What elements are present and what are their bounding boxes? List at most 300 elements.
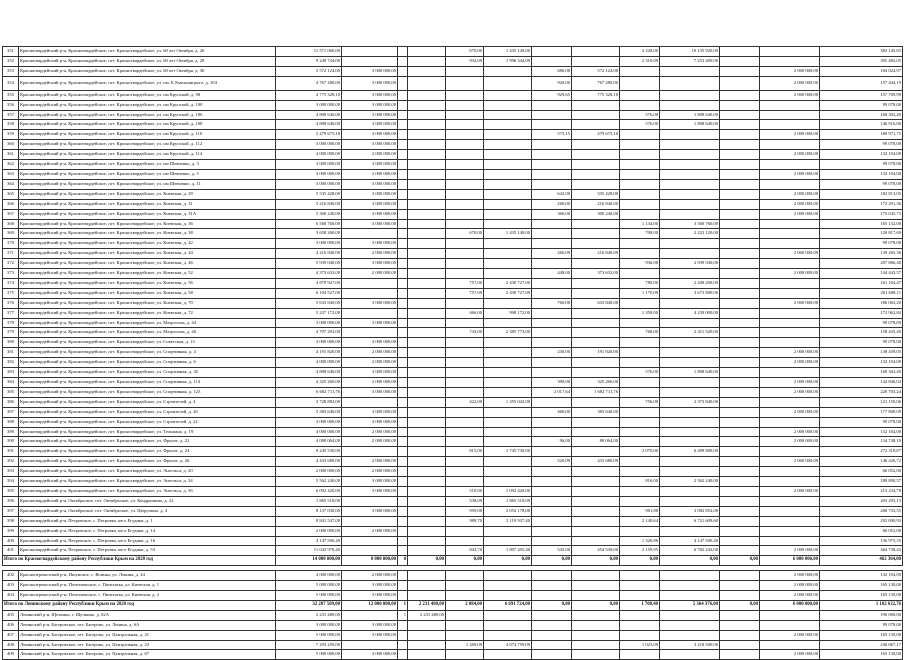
foundation-area-cell (620, 66, 660, 76)
utility-cost-cell (720, 189, 760, 199)
basement-area-cell (532, 229, 572, 239)
elevator-cost-cell (408, 120, 446, 130)
row-number-cell: 401 (3, 546, 19, 556)
elevator-cost-cell (408, 160, 446, 170)
facade-cost-cell: 4 074 759,00 (484, 640, 532, 650)
address-cell: Красногвардейский р-н, Красногвардейское, пгт. Красногвардейское, ул. Киевская, д. 44 (19, 249, 276, 259)
funding-table (2, 46, 903, 660)
networks-cost-cell: 2 000 000,00 (760, 378, 820, 388)
row-number-cell: 351 (3, 47, 19, 57)
facade-cost-cell (484, 249, 532, 259)
row-number-cell: 371 (3, 249, 19, 259)
basement-area-cell (532, 620, 572, 630)
table-row (3, 318, 903, 328)
foundation-cost-cell (660, 591, 720, 601)
row-number-cell: 366 (3, 199, 19, 209)
basement-cost-cell: 216 840,00 (572, 249, 620, 259)
roof-cost-cell: 2 000 000,00 (342, 269, 398, 279)
total-cost-cell: 4 775 328,10 (276, 90, 342, 100)
basement-cost-cell: 767 280,00 (572, 76, 620, 90)
control-cost-cell: 213 234,70 (820, 486, 903, 496)
table-row (3, 387, 903, 397)
row-number-cell: 376 (3, 298, 19, 308)
basement-cost-cell (572, 368, 620, 378)
utility-cost-cell (720, 308, 760, 318)
row-number-cell: 384 (3, 378, 19, 388)
row-number-cell: 390 (3, 437, 19, 447)
utility-cost-cell (720, 407, 760, 417)
basement-cost-cell: 300 240,00 (572, 209, 620, 219)
basement-area-cell (532, 169, 572, 179)
total-cost-cell: 8 841 547,00 (276, 516, 342, 526)
foundation-cost-cell (660, 90, 720, 100)
facade-area-cell (446, 620, 484, 630)
roof-cost-cell: 2 000 000,00 (342, 249, 398, 259)
elevator-cost-cell (408, 378, 446, 388)
foundation-cost-cell (660, 630, 720, 640)
facade-area-cell (446, 407, 484, 417)
address-cell: Красногвардейский р-н, Красногвардейское, пгт. Красногвардейское, ул. им Крупской, д. 106 (19, 110, 276, 120)
elevator-cost-cell (408, 288, 446, 298)
networks-cost-cell: 2 000 000,00 (760, 76, 820, 90)
networks-cost-cell: 2 000 000,00 (760, 269, 820, 279)
networks-cost-cell (760, 516, 820, 526)
elevator-cost-cell: 0,00 (408, 556, 446, 566)
networks-cost-cell: 2 000 000,00 (760, 486, 820, 496)
facade-area-cell (446, 650, 484, 660)
row-number-cell: 403 (3, 581, 19, 591)
address-cell: Красногвардейский р-н, Красногвардейское, пгт. Красногвардейское, ул. Киевская, д. 31 (19, 199, 276, 209)
address-cell: Красногвардейский р-н, Красногвардейское, пгт. Красногвардейское, ул. Киевская, д. 56 (19, 278, 276, 288)
foundation-area-cell (620, 486, 660, 496)
foundation-cost-cell (660, 150, 720, 160)
address-cell: Ленинский р-н, Багеровское, пгт. Багерово, ул. Центральная, д. 67 (19, 650, 276, 660)
table-row (3, 259, 903, 269)
basement-area-cell (532, 120, 572, 130)
facade-area-cell (446, 140, 484, 150)
utility-cost-cell (720, 427, 760, 437)
total-cost-cell: 4 000 000,00 (276, 571, 342, 581)
networks-cost-cell (760, 110, 820, 120)
control-cost-cell: 175 045,73 (820, 209, 903, 219)
total-cost-cell: 4 433 680,00 (276, 457, 342, 467)
basement-cost-cell (572, 486, 620, 496)
foundation-area-cell: 576,00 (620, 110, 660, 120)
foundation-cost-cell (660, 496, 720, 506)
roof-cost-cell: 2 000 000,00 (342, 150, 398, 160)
address-cell: Красногвардейский р-н, Красногвардейское, пгт. Красногвардейское, ул. Киевская, д. 36 (19, 219, 276, 229)
utility-cost-cell (720, 288, 760, 298)
basement-cost-cell (572, 140, 620, 150)
address-cell: Красногвардейский р-н, Красногвардейское, пгт. Красногвардейское, ул. Киевская, д. 52 (19, 269, 276, 279)
facade-area-cell (446, 571, 484, 581)
facade-area-cell (446, 199, 484, 209)
networks-cost-cell (760, 100, 820, 110)
address-cell: Красногвардейский р-н, Красногвардейское, пгт. Красногвардейское, ул. Киевская, д. 72 (19, 308, 276, 318)
row-number-cell: 385 (3, 387, 19, 397)
row-number-cell: 408 (3, 640, 19, 650)
foundation-area-cell: 1 350,00 (620, 308, 660, 318)
facade-cost-cell: 6 691 724,00 (484, 600, 532, 610)
total-cost-cell: 4 191 820,00 (276, 348, 342, 358)
foundation-area-cell (620, 630, 660, 640)
roof-cost-cell: 3 000 000,00 (342, 179, 398, 189)
control-cost-cell: 190 000,00 (820, 610, 903, 620)
roof-cost-cell (342, 447, 398, 457)
basement-area-cell: 230,00 (532, 348, 572, 358)
facade-area-cell (446, 269, 484, 279)
basement-area-cell (532, 630, 572, 640)
control-cost-cell: 305 482,05 (820, 56, 903, 66)
foundation-cost-cell: 2 373 840,00 (660, 397, 720, 407)
networks-cost-cell: 2 000 000,00 (760, 407, 820, 417)
total-cost-cell: 9 249 744,00 (276, 56, 342, 66)
total-cost-cell: 14 000 000,00 (276, 556, 342, 566)
facade-area-cell (446, 150, 484, 160)
elevator-cost-cell (408, 56, 446, 66)
roof-cost-cell (342, 288, 398, 298)
row-number-cell: 398 (3, 516, 19, 526)
facade-cost-cell: 0,00 (484, 556, 532, 566)
table-row (3, 47, 903, 57)
roof-cost-cell: 2 000 000,00 (342, 169, 398, 179)
elevator-count-cell (398, 189, 408, 199)
utility-cost-cell (720, 140, 760, 150)
roof-cost-cell: 3 000 000,00 (342, 100, 398, 110)
control-cost-cell: 144 443,57 (820, 269, 903, 279)
control-cost-cell: 120 817,69 (820, 229, 903, 239)
elevator-cost-cell (408, 199, 446, 209)
facade-cost-cell (484, 581, 532, 591)
address-cell: Красногвардейский р-н, Красногвардейское, пгт. Красногвардейское, ул. им Крупской, д. 110 (19, 130, 276, 140)
foundation-cost-cell (660, 437, 720, 447)
foundation-cost-cell (660, 571, 720, 581)
control-cost-cell: 462 364,00 (820, 556, 903, 566)
elevator-count-cell (398, 308, 408, 318)
basement-cost-cell (572, 229, 620, 239)
elevator-cost-cell (408, 417, 446, 427)
utility-cost-cell (720, 496, 760, 506)
foundation-cost-cell (660, 358, 720, 368)
facade-cost-cell (484, 76, 532, 90)
foundation-cost-cell (660, 620, 720, 630)
basement-area-cell: 448,00 (532, 269, 572, 279)
total-cost-cell: 8 245 530,00 (276, 447, 342, 457)
elevator-count-cell (398, 546, 408, 556)
facade-cost-cell: 998 172,00 (484, 308, 532, 318)
utility-cost-cell (720, 169, 760, 179)
facade-cost-cell (484, 467, 532, 477)
facade-area-cell: 989,70 (446, 516, 484, 526)
foundation-cost-cell: 6 782 243,00 (660, 546, 720, 556)
basement-cost-cell (572, 630, 620, 640)
basement-area-cell (532, 160, 572, 170)
facade-cost-cell (484, 239, 532, 249)
basement-cost-cell: 216 840,00 (572, 199, 620, 209)
facade-cost-cell: 1 092 420,00 (484, 486, 532, 496)
foundation-cost-cell (660, 526, 720, 536)
elevator-count-cell (398, 90, 408, 100)
row-number-cell: 387 (3, 407, 19, 417)
basement-area-cell (532, 278, 572, 288)
control-cost-cell: 268 733,55 (820, 506, 903, 516)
foundation-area-cell: 816,00 (620, 477, 660, 487)
table-row (3, 76, 903, 90)
facade-cost-cell (484, 457, 532, 467)
table-row (3, 348, 903, 358)
foundation-cost-cell (660, 169, 720, 179)
facade-area-cell: 466,00 (446, 308, 484, 318)
utility-cost-cell (720, 536, 760, 546)
networks-cost-cell: 2 000 000,00 (760, 546, 820, 556)
table-row (3, 417, 903, 427)
basement-area-cell (532, 318, 572, 328)
networks-cost-cell: 2 000 000,00 (760, 358, 820, 368)
total-cost-cell: 5 237 172,00 (276, 308, 342, 318)
networks-cost-cell (760, 47, 820, 57)
facade-area-cell (446, 368, 484, 378)
networks-cost-cell (760, 338, 820, 348)
elevator-count-cell (398, 526, 408, 536)
basement-cost-cell: 775 328,10 (572, 90, 620, 100)
foundation-cost-cell: 3 082 852,00 (660, 506, 720, 516)
elevator-count-cell (398, 338, 408, 348)
foundation-area-cell (620, 179, 660, 189)
table-row (3, 120, 903, 130)
foundation-area-cell (620, 76, 660, 90)
foundation-cost-cell: 2 223 120,00 (660, 229, 720, 239)
elevator-count-cell: 1 (398, 610, 408, 620)
basement-cost-cell (572, 358, 620, 368)
elevator-count-cell (398, 318, 408, 328)
address-cell: Ленинский р-н, Багеровское, пгт. Багерово, ул. Центральная, д. 21 (19, 630, 276, 640)
foundation-cost-cell (660, 239, 720, 249)
row-number-cell: 393 (3, 467, 19, 477)
row-number-cell: 369 (3, 229, 19, 239)
elevator-cost-cell (408, 620, 446, 630)
elevator-cost-cell (408, 278, 446, 288)
facade-cost-cell (484, 427, 532, 437)
utility-cost-cell (720, 199, 760, 209)
control-cost-cell: 136 975,35 (820, 536, 903, 546)
basement-area-cell (532, 110, 572, 120)
networks-cost-cell: 6 000 000,00 (760, 600, 820, 610)
roof-cost-cell: 3 000 000,00 (342, 66, 398, 76)
foundation-cost-cell (660, 427, 720, 437)
basement-area-cell (532, 239, 572, 249)
networks-cost-cell: 2 000 000,00 (760, 189, 820, 199)
total-row (3, 556, 903, 566)
facade-area-cell (446, 169, 484, 179)
basement-area-cell (532, 368, 572, 378)
total-cost-cell: 4 000 000,00 (276, 169, 342, 179)
roof-cost-cell: 3 000 000,00 (342, 259, 398, 269)
roof-cost-cell: 8 000 000,00 (342, 556, 398, 566)
elevator-count-cell (398, 397, 408, 407)
elevator-count-cell (398, 76, 408, 90)
control-cost-cell: 132 104,00 (820, 427, 903, 437)
foundation-area-cell: 780,00 (620, 278, 660, 288)
facade-area-cell: 843,70 (446, 546, 484, 556)
networks-cost-cell: 2 000 000,00 (760, 630, 820, 640)
control-cost-cell: 182 813,05 (820, 189, 903, 199)
control-cost-cell: 272 318,87 (820, 447, 903, 457)
basement-cost-cell (572, 239, 620, 249)
basement-cost-cell: 1 682 711,76 (572, 387, 620, 397)
control-cost-cell: 142 846,04 (820, 378, 903, 388)
foundation-area-cell (620, 318, 660, 328)
basement-cost-cell (572, 397, 620, 407)
facade-area-cell (446, 219, 484, 229)
elevator-cost-cell (408, 150, 446, 160)
table-row (3, 229, 903, 239)
row-number-cell: 379 (3, 328, 19, 338)
control-cost-cell: 165 130,00 (820, 630, 903, 640)
control-cost-cell: 66 052,00 (820, 467, 903, 477)
table-row (3, 516, 903, 526)
basement-area-cell (532, 650, 572, 660)
total-cost-cell: 6 092 420,00 (276, 486, 342, 496)
table-row (3, 100, 903, 110)
foundation-cost-cell: 3 218 500,00 (660, 640, 720, 650)
basement-cost-cell (572, 219, 620, 229)
elevator-count-cell (398, 571, 408, 581)
control-cost-cell: 220 703,24 (820, 387, 903, 397)
foundation-area-cell (620, 150, 660, 160)
elevator-count-cell (398, 417, 408, 427)
facade-cost-cell (484, 348, 532, 358)
facade-cost-cell (484, 630, 532, 640)
basement-cost-cell (572, 56, 620, 66)
roof-cost-cell: 2 000 000,00 (342, 378, 398, 388)
facade-cost-cell (484, 437, 532, 447)
foundation-area-cell (620, 160, 660, 170)
elevator-cost-cell (408, 581, 446, 591)
utility-cost-cell (720, 467, 760, 477)
roof-cost-cell: 12 000 000,00 (342, 600, 398, 610)
foundation-cost-cell (660, 76, 720, 90)
networks-cost-cell (760, 640, 820, 650)
networks-cost-cell: 2 000 000,00 (760, 581, 820, 591)
facade-cost-cell: 2 385 773,00 (484, 328, 532, 338)
foundation-area-cell (620, 189, 660, 199)
row-number-cell: 397 (3, 506, 19, 516)
facade-cost-cell (484, 189, 532, 199)
row-number-cell: 383 (3, 368, 19, 378)
total-cost-cell: 2 000 000,00 (276, 467, 342, 477)
facade-cost-cell (484, 358, 532, 368)
facade-cost-cell (484, 130, 532, 140)
row-number-cell: 405 (3, 610, 19, 620)
address-cell: Красногвардейский р-н, Красногвардейское, пгт. Красногвардейское, ул. им Крупской, д. 98 (19, 90, 276, 100)
facade-cost-cell: 2 119 937,40 (484, 516, 532, 526)
total-cost-cell: 4 000 000,00 (276, 358, 342, 368)
roof-cost-cell: 3 000 000,00 (342, 407, 398, 417)
facade-area-cell (446, 318, 484, 328)
roof-cost-cell: 3 000 000,00 (342, 120, 398, 130)
foundation-area-cell: 1 134,00 (620, 219, 660, 229)
basement-cost-cell (572, 259, 620, 269)
facade-cost-cell: 1 435 140,00 (484, 47, 532, 57)
address-cell: Красногвардейский р-н, Красногвардейское, пгт. Красногвардейское, ул. им Шевченко, д. 5 (19, 169, 276, 179)
roof-cost-cell: 2 000 000,00 (342, 358, 398, 368)
address-cell: Красногвардейский р-н, Петровское, с. Петровка, кв-л Егудина, д. 16 (19, 536, 276, 546)
facade-area-cell (446, 387, 484, 397)
utility-cost-cell (720, 249, 760, 259)
total-cost-cell: 3 000 000,00 (276, 620, 342, 630)
facade-area-cell: 2 084,00 (446, 600, 484, 610)
elevator-count-cell (398, 536, 408, 546)
control-cost-cell: 168 302,40 (820, 110, 903, 120)
elevator-count-cell (398, 630, 408, 640)
foundation-cost-cell (660, 130, 720, 140)
elevator-cost-cell (408, 209, 446, 219)
elevator-count-cell (398, 179, 408, 189)
elevator-count-cell (398, 169, 408, 179)
utility-cost-cell (720, 650, 760, 660)
facade-area-cell (446, 179, 484, 189)
control-cost-cell: 180 971,75 (820, 130, 903, 140)
facade-area-cell (446, 66, 484, 76)
control-cost-cell: 99 078,00 (820, 160, 903, 170)
foundation-area-cell (620, 298, 660, 308)
facade-cost-cell (484, 219, 532, 229)
basement-area-cell: 0,00 (532, 600, 572, 610)
control-cost-cell: 139 265,36 (820, 249, 903, 259)
total-label: Итого по Ленинскому району Республики Крым на 2020 год (3, 600, 276, 610)
elevator-cost-cell (408, 308, 446, 318)
facade-area-cell: 510,00 (446, 486, 484, 496)
row-number-cell: 365 (3, 189, 19, 199)
basement-area-cell: 260,00 (532, 249, 572, 259)
total-cost-cell: 5 000 000,00 (276, 591, 342, 601)
row-number-cell: 375 (3, 288, 19, 298)
elevator-cost-cell (408, 516, 446, 526)
address-cell: Красногвардейский р-н, Красногвардейское, пгт. Красногвардейское, ул. Строителей, д. 22 (19, 417, 276, 427)
address-cell: Красногвардейский р-н, Красногвардейское, пгт. Красногвардейское, ул. Энгельса, д. 36 (19, 486, 276, 496)
basement-area-cell: 920,00 (532, 76, 572, 90)
elevator-count-cell (398, 269, 408, 279)
basement-cost-cell (572, 47, 620, 57)
basement-area-cell (532, 486, 572, 496)
networks-cost-cell: 2 000 000,00 (760, 387, 820, 397)
control-cost-cell: 168 302,40 (820, 368, 903, 378)
foundation-cost-cell: 1 808 640,00 (660, 368, 720, 378)
control-cost-cell: 165 130,00 (820, 581, 903, 591)
elevator-count-cell (398, 457, 408, 467)
basement-cost-cell (572, 536, 620, 546)
basement-cost-cell: 479 675,10 (572, 130, 620, 140)
basement-area-cell (532, 100, 572, 110)
elevator-count-cell (398, 358, 408, 368)
utility-cost-cell (720, 620, 760, 630)
elevator-count-cell (398, 427, 408, 437)
table-row (3, 110, 903, 120)
basement-cost-cell (572, 160, 620, 170)
roof-cost-cell: 3 000 000,00 (342, 387, 398, 397)
basement-area-cell: 260,00 (532, 199, 572, 209)
basement-area-cell: 0,00 (532, 556, 572, 566)
foundation-area-cell (620, 387, 660, 397)
foundation-area-cell (620, 378, 660, 388)
elevator-count-cell (398, 47, 408, 57)
total-cost-cell: 5 000 000,00 (276, 650, 342, 660)
address-cell: Красногвардейский р-н, Красногвардейское, пгт. Красногвардейское, ул. им Шевченко, д. 3 (19, 160, 276, 170)
basement-area-cell: 686,00 (532, 66, 572, 76)
address-cell: Красногвардейский р-н, Красногвардейское, пгт. Красногвардейское, ул. им. Б.Хмельницкого, д. 104 (19, 76, 276, 90)
elevator-cost-cell (408, 249, 446, 259)
roof-cost-cell: 3 000 000,00 (342, 630, 398, 640)
